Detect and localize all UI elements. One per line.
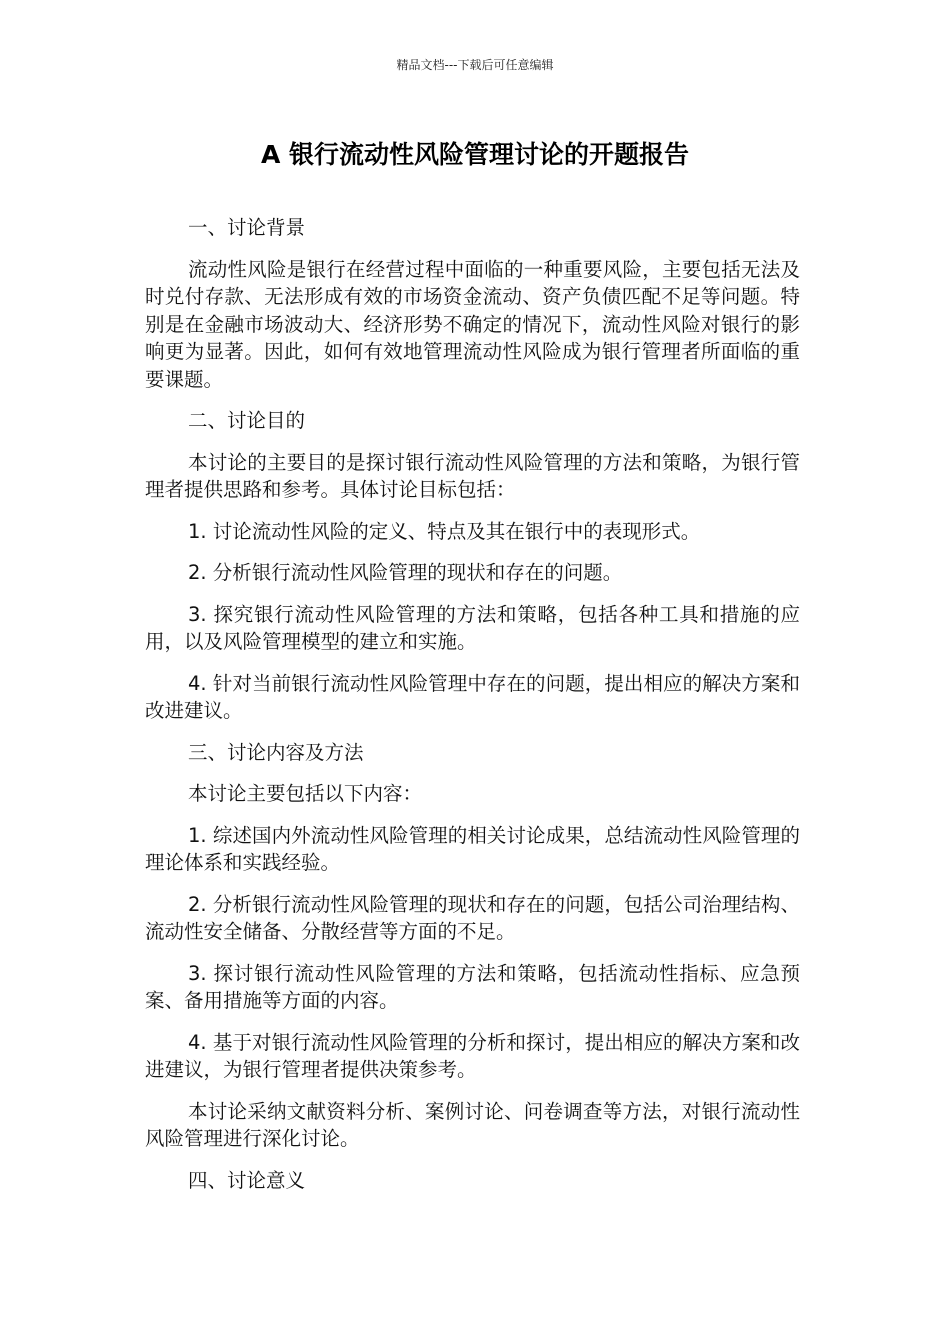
section-heading-significance: 四、讨论意义 [188,1168,306,1192]
page-header-watermark: 精品文档---下载后可任意编辑 [396,58,554,72]
paragraph-methods: 本讨论采纳文献资料分析、案例讨论、问卷调查等方法，对银行流动性风险管理进行深化讨论。 [145,1099,800,1150]
paragraph-content-intro: 本讨论主要包括以下内容： [188,782,423,805]
list-item-purpose-4: 4. 针对当前银行流动性风险管理中存在的问题，提出相应的解决方案和改进建议。 [145,671,800,722]
list-item-content-1: 1. 综述国内外流动性风险管理的相关讨论成果，总结流动性风险管理的理论体系和实践经验。 [145,823,800,874]
list-item-purpose-2: 2. 分析银行流动性风险管理的现状和存在的问题。 [188,561,623,584]
list-item-content-3: 3. 探讨银行流动性风险管理的方法和策略，包括流动性指标、应急预案、备用措施等方面的内容。 [145,961,800,1012]
section-heading-background: 一、讨论背景 [188,216,306,239]
paragraph-background: 流动性风险是银行在经营过程中面临的一种重要风险，主要包括无法及时兑付存款、无法形成有效的市场资金流动、资产负债匹配不足等问题。特别是在金融市场波动大、经济形势不确定的情况下，流动性风险对银行的影响更为显著。因此，如何有效地管理流动性风险成为银行管理者所面临的重要课题。 [145,257,800,391]
section-heading-content-methods: 三、讨论内容及方法 [188,740,364,764]
paragraph-purpose-intro: 本讨论的主要目的是探讨银行流动性风险管理的方法和策略，为银行管理者提供思路和参考。具体讨论目标包括： [145,450,800,501]
list-item-content-2: 2. 分析银行流动性风险管理的现状和存在的问题，包括公司治理结构、流动性安全储备、分散经营等方面的不足。 [145,892,800,943]
section-heading-purpose: 二、讨论目的 [188,409,306,432]
document-body [145,214,800,1208]
list-item-content-4: 4. 基于对银行流动性风险管理的分析和探讨，提出相应的解决方案和改进建议，为银行管理者提供决策参考。 [145,1030,800,1081]
list-item-purpose-3: 3. 探究银行流动性风险管理的方法和策略，包括各种工具和措施的应用，以及风险管理模型的建立和实施。 [145,602,800,653]
list-item-purpose-1: 1. 讨论流动性风险的定义、特点及其在银行中的表现形式。 [188,519,701,543]
document-title: A 银行流动性风险管理讨论的开题报告 [260,140,690,169]
